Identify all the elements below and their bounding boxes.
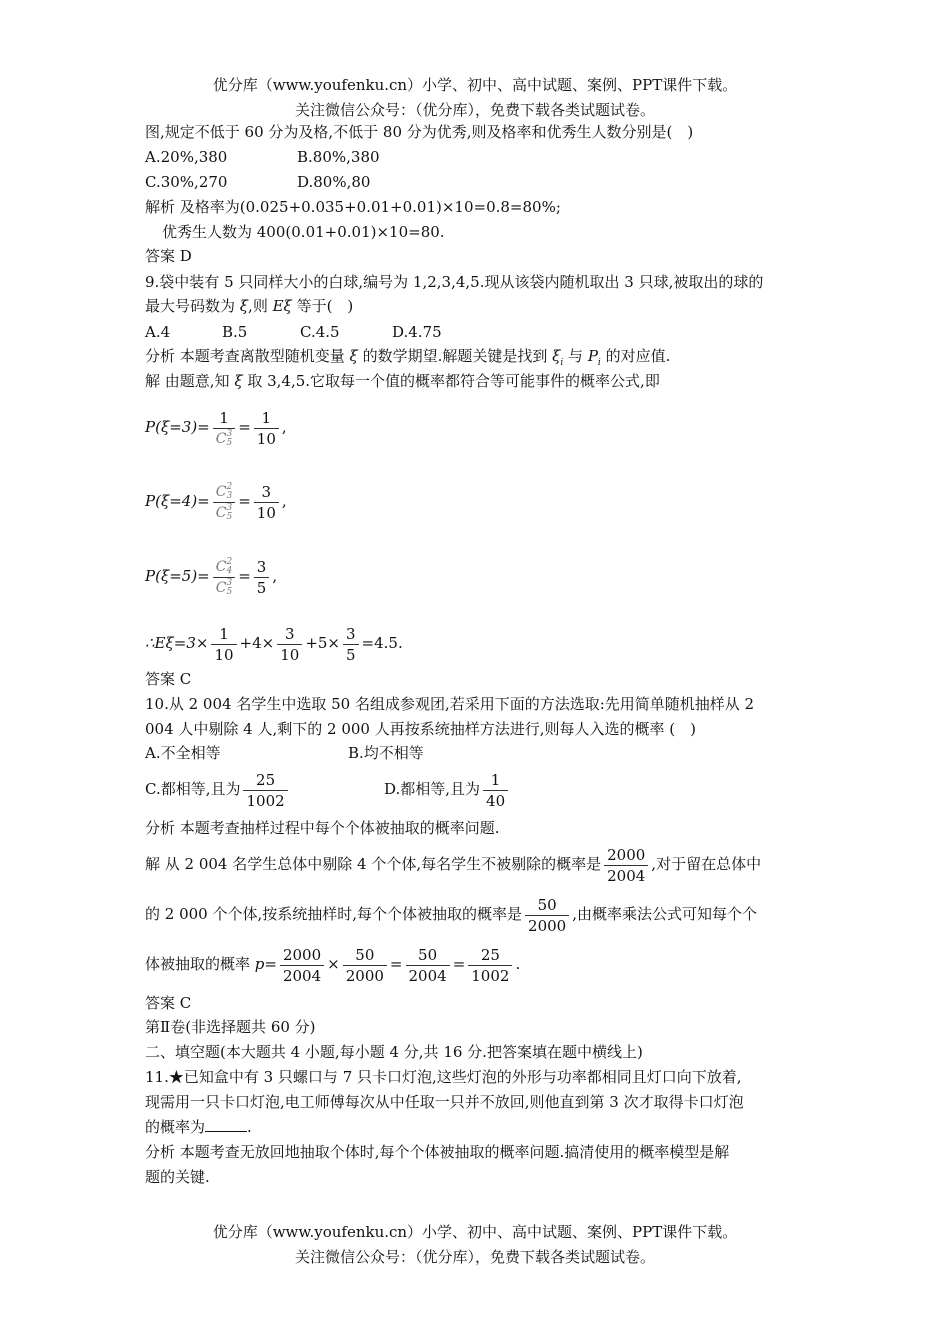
header-line-2: 关注微信公众号：（优分库），免费下载各类试题试卷。 — [294, 101, 655, 119]
sub: 5 — [226, 586, 233, 597]
scripts — [226, 504, 232, 522]
q10-option-c — [145, 766, 291, 812]
fraction — [483, 770, 508, 811]
denominator: 5 — [256, 578, 267, 597]
numerator: 3 — [343, 624, 359, 645]
numerator: 50 — [343, 945, 387, 966]
formula-lhs: P(ξ=3)= — [145, 418, 210, 436]
denominator: 10 — [256, 503, 276, 522]
denominator: 2004 — [282, 966, 322, 985]
q8-option-c: C.30%,270 — [145, 173, 228, 191]
xi-symbol: ξ — [349, 347, 358, 365]
denominator: 10 — [256, 429, 276, 448]
q9-analysis-text: 与 — [563, 347, 588, 365]
q8-option-d: D.80%,80 — [297, 173, 371, 191]
q10-option-b: B.均不相等 — [348, 744, 424, 762]
expectation-symbol: Eξ — [272, 297, 292, 315]
q9-solution — [145, 371, 660, 391]
numerator: 2000 — [604, 845, 648, 866]
q10-solution-line-1 — [145, 841, 761, 887]
sub: 5 — [226, 437, 233, 448]
comma: , — [272, 567, 278, 585]
equals: = — [238, 567, 251, 585]
q9-stem-text: 最大号码数为 — [145, 297, 240, 315]
numerator: 1 — [211, 624, 236, 645]
solution-text: 体被抽取的概率 — [145, 955, 255, 973]
numerator: 25 — [243, 770, 287, 791]
sup: 3 — [226, 428, 233, 439]
times: × — [327, 955, 340, 973]
scripts — [226, 430, 232, 448]
q9-expectation-formula — [145, 620, 403, 666]
comma: , — [281, 418, 287, 436]
fraction — [280, 945, 324, 986]
q10-option-d — [384, 766, 511, 812]
fraction — [277, 624, 302, 665]
q11-stem-line-1: 11.★已知盒中有 3 只螺口与 7 只卡口灯泡,这些灯泡的外形与功率都相同且灯口向下放着, — [145, 1068, 742, 1086]
q8-analysis-line-1: 解析 及格率为(0.025+0.035+0.01+0.01)×10=0.8=80%; — [145, 198, 561, 216]
footer-line-2: 关注微信公众号：（优分库），免费下载各类试题试卷。 — [294, 1248, 655, 1266]
q9-stem-line-2 — [145, 296, 353, 316]
fraction — [468, 945, 512, 986]
formula-part: +5× — [305, 634, 340, 652]
numerator: 1 — [213, 408, 235, 429]
solution-text: 的 2 000 个个体,按系统抽样时,每个个体被抽取的概率是 — [145, 905, 523, 923]
denominator: 40 — [486, 791, 506, 810]
fraction — [343, 624, 359, 665]
sub: 3 — [226, 490, 233, 501]
sub: 5 — [226, 511, 233, 522]
q10-stem-line-2: 004 人中剔除 4 人,剩下的 2 000 人再按系统抽样方法进行,则每人入选的概率 ( ) — [145, 720, 696, 738]
xi-symbol: ξ — [239, 297, 249, 315]
q8-option-b: B.80%,380 — [297, 148, 380, 166]
formula-part: +4× — [239, 634, 275, 652]
q9-analysis-text: 的数学期望.解题关键是找到 — [357, 347, 553, 365]
q11-stem-line-3 — [145, 1117, 252, 1137]
fraction — [213, 557, 235, 598]
subscript-i: i — [597, 358, 601, 368]
period: . — [515, 955, 521, 973]
combination-c-5-3 — [213, 503, 235, 523]
sup: 2 — [226, 481, 233, 492]
numerator: 2000 — [280, 945, 324, 966]
scripts — [226, 558, 232, 576]
stem-text: . — [247, 1118, 252, 1136]
q11-analysis-line-2: 题的关键. — [145, 1168, 210, 1186]
formula-lhs: P(ξ=4)= — [145, 492, 210, 510]
q8-stem: 图,规定不低于 60 分为及格,不低于 80 分为优秀,则及格率和优秀生人数分别是( ) — [145, 123, 694, 141]
xi-symbol: ξ — [552, 347, 561, 365]
equals: = — [238, 492, 251, 510]
equals: = — [238, 418, 251, 436]
p-symbol: p — [254, 955, 265, 973]
fraction — [211, 624, 236, 665]
q8-option-a: A.20%,380 — [145, 148, 228, 166]
c-symbol: C — [215, 579, 227, 596]
fraction — [254, 557, 270, 598]
denominator: 5 — [346, 645, 356, 664]
header-line-1: 优分库（www.youfenku.cn）小学、初中、高中试题、案例、PPT课件下载。 — [212, 76, 738, 94]
c-symbol: C — [215, 558, 227, 575]
numerator: 25 — [468, 945, 512, 966]
subscript-i: i — [560, 358, 564, 368]
q10-solution-line-2 — [145, 891, 757, 937]
denominator: 1002 — [246, 791, 285, 810]
answer-blank[interactable] — [205, 1117, 247, 1132]
q11-stem-line-2: 现需用一只卡口灯泡,电工师傅每次从中任取一只并不放回,则他直到第 3 次才取得卡口灯泡 — [145, 1093, 744, 1111]
q9-option-b: B.5 — [222, 323, 248, 341]
fraction — [213, 408, 235, 449]
q10-solution-line-3 — [145, 941, 520, 987]
c-symbol: C — [215, 430, 227, 447]
sub: 4 — [226, 565, 233, 576]
option-label: C.都相等,且为 — [145, 780, 241, 798]
sup: 3 — [226, 502, 233, 513]
fraction — [243, 770, 287, 811]
combination-c-4-2 — [213, 557, 235, 578]
fraction — [343, 945, 387, 986]
combination-c-5-3 — [213, 578, 235, 598]
q11-analysis-line-1: 分析 本题考查无放回地抽取个体时,每个个体被抽取的概率问题.搞清使用的概率模型是解 — [145, 1143, 730, 1161]
numerator: 50 — [406, 945, 450, 966]
fraction — [254, 482, 279, 523]
numerator: 50 — [525, 895, 569, 916]
numerator: 1 — [483, 770, 508, 791]
numerator: 1 — [254, 408, 279, 429]
q9-p3-formula — [145, 404, 287, 450]
q10-stem-line-1: 10.从 2 004 名学生中选取 50 名组成参观团,若采用下面的方法选取:先用简单随机抽样从 2 — [145, 695, 755, 713]
stem-text: 的概率为 — [145, 1118, 206, 1136]
q9-stem-line-1: 9.袋中装有 5 只同样大小的白球,编号为 1,2,3,4,5.现从该袋内随机取出 3 只球,被取出的球的 — [145, 273, 764, 291]
equals: = — [452, 955, 466, 973]
denominator: 10 — [280, 645, 300, 664]
q9-analysis — [145, 346, 670, 373]
q9-option-a: A.4 — [145, 323, 171, 341]
numerator: 3 — [277, 624, 302, 645]
q9-option-d: D.4.75 — [392, 323, 442, 341]
numerator: 3 — [254, 557, 270, 578]
equals: = — [389, 955, 403, 973]
solution-text: ,由概率乘法公式可知每个个 — [572, 905, 757, 923]
formula-part: ∴Eξ=3× — [145, 634, 209, 652]
equals: = — [264, 955, 277, 973]
option-label: D.都相等,且为 — [384, 780, 481, 798]
formula-lhs: P(ξ=5)= — [145, 567, 210, 585]
q9-solution-text: 取 3,4,5.它取每一个值的概率都符合等可能事件的概率公式,即 — [242, 372, 660, 390]
xi-symbol: ξ — [234, 372, 243, 390]
scripts — [226, 483, 232, 501]
q9-answer: 答案 C — [145, 670, 192, 688]
denominator: 2004 — [408, 966, 447, 985]
formula-part: =4.5. — [361, 634, 403, 652]
combination-c-5-3 — [213, 429, 235, 449]
solution-text: ,对于留在总体中 — [651, 855, 762, 873]
fraction — [406, 945, 450, 986]
c-symbol: C — [215, 504, 227, 521]
q9-stem-text: 等于( ) — [291, 297, 354, 315]
q10-option-a: A.不全相等 — [145, 744, 221, 762]
denominator: 1002 — [471, 966, 510, 985]
solution-text: 解 从 2 004 名学生总体中剔除 4 个个体,每名学生不被剔除的概率是 — [145, 855, 602, 873]
q8-answer: 答案 D — [145, 247, 192, 265]
combination-c-3-2 — [213, 482, 235, 503]
fraction — [525, 895, 569, 936]
denominator: 2000 — [345, 966, 384, 985]
q9-stem-text: ,则 — [248, 297, 273, 315]
footer-line-1: 优分库（www.youfenku.cn）小学、初中、高中试题、案例、PPT课件下载。 — [212, 1223, 738, 1241]
q9-analysis-text: 分析 本题考查离散型随机变量 — [145, 347, 350, 365]
q9-p5-formula — [145, 553, 277, 599]
numerator: 3 — [254, 482, 279, 503]
q8-analysis-line-2: 优秀生人数为 400(0.01+0.01)×10=80. — [162, 223, 445, 241]
denominator: 10 — [214, 645, 234, 664]
denominator: 2004 — [607, 866, 646, 885]
sup: 3 — [226, 577, 233, 588]
denominator: 2000 — [528, 916, 567, 935]
fraction — [254, 408, 279, 449]
scripts — [226, 579, 232, 597]
fraction — [604, 845, 648, 886]
q9-p4-formula — [145, 478, 287, 524]
q9-solution-text: 解 由题意,知 — [145, 372, 235, 390]
q9-analysis-text: 的对应值. — [600, 347, 671, 365]
comma: , — [281, 492, 287, 510]
q9-option-c: C.4.5 — [300, 323, 340, 341]
section-title: 二、填空题(本大题共 4 小题,每小题 4 分,共 16 分.把答案填在题中横线上) — [145, 1043, 643, 1061]
fraction — [213, 482, 235, 523]
p-symbol: P — [587, 347, 598, 365]
part2-title: 第Ⅱ卷(非选择题共 60 分) — [145, 1018, 316, 1036]
sup: 2 — [226, 556, 233, 567]
q10-analysis: 分析 本题考查抽样过程中每个个体被抽取的概率问题. — [145, 819, 500, 837]
q10-answer: 答案 C — [145, 994, 192, 1012]
c-symbol: C — [215, 483, 227, 500]
